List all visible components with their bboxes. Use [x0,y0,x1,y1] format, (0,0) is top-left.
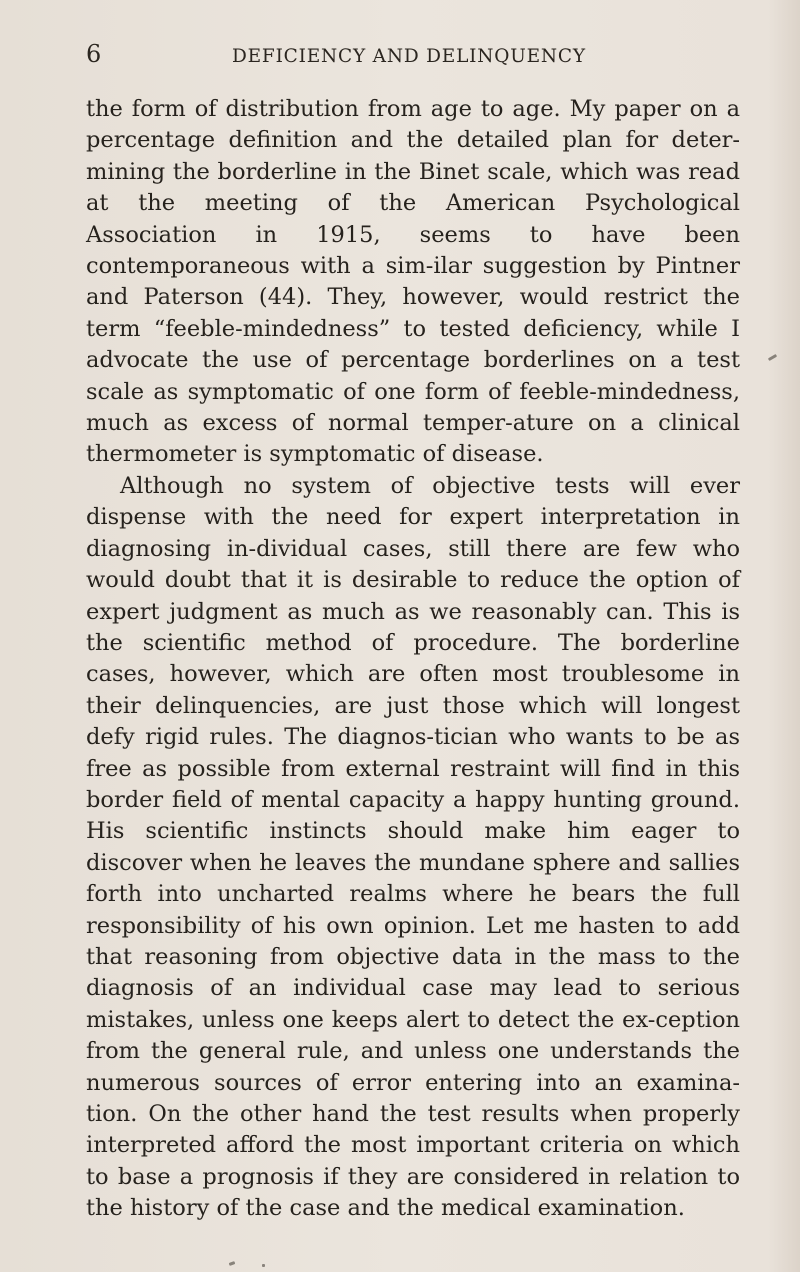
paragraph-2: Although no system of objective tests will ever dispense with the need for expert interpretation in diagnosing in-dividual cases, still there are few who would doubt that it is desirable to reduce the option of expert judgment as much as we reasonably can. This is the scientific method of procedure. The borderline cases, however, which are often most troublesome in their delinquencies, are just those which will longest defy rigid rules. The diagnos-tician who wants to be as free as possible from external restraint will find in this border field of mental capacity a happy hunting ground. His scientific instincts should make him eager to discover when he leaves the mundane sphere and sallies forth into uncharted realms where he bears the full responsibility of his own opinion. Let me hasten to add that reasoning from objective data in the mass to the diagnosis of an individual case may lead to serious mistakes, unless one keeps alert to detect the ex-ception from the general rule, and unless one understands the numerous sources of error entering into an examina-tion. On the other hand the test results when properly interpreted afford the most important criteria on which to base a prognosis if they are considered in relation to the history of the case and the medical examination. [86,472,740,1222]
running-head [86,40,740,80]
body-text [86,94,740,1225]
margin-speck [262,1264,265,1267]
margin-speck [229,1261,236,1266]
running-title: DEFICIENCY AND DELINQUENCY [232,46,586,67]
paragraph-1: the form of distribution from age to age. My paper on a percentage definition and the detailed plan for deter-mining the borderline in the Binet scale, which was read at the meeting of the American Psychological Association in 1915, seems to have been contemporaneous with a sim-ilar suggestion by Pintner and Paterson (44). They, however, would restrict the term “feeble-mindedness” to tested deficiency, while I advocate the use of percentage borderlines on a test scale as symptomatic of one form of feeble-mindedness, much as excess of normal temper-ature on a clinical thermometer is symptomatic of disease. [86,96,740,468]
margin-speck [768,354,777,361]
page-number: 6 [86,40,102,68]
